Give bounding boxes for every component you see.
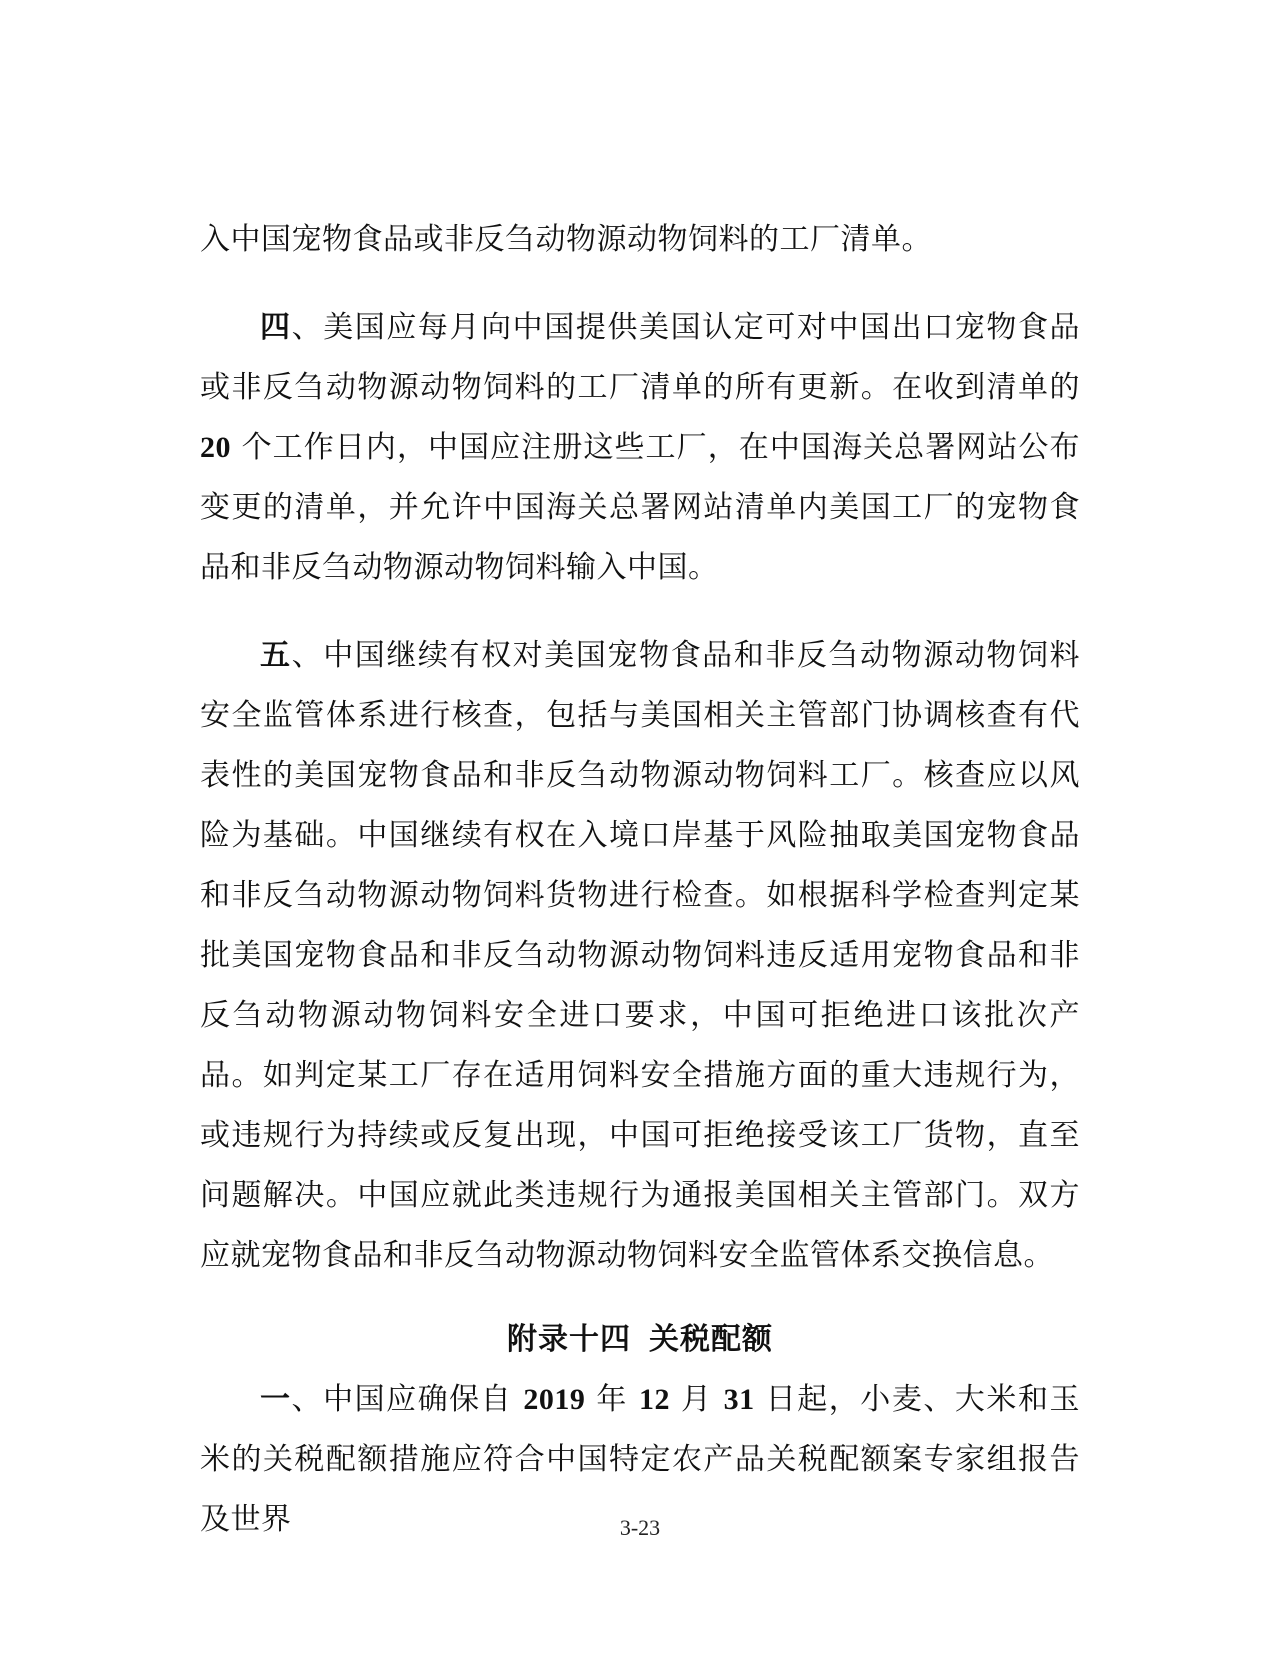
page-number: 3-23 bbox=[619, 1515, 661, 1540]
item-four-paragraph bbox=[200, 298, 1080, 598]
document-body bbox=[200, 210, 1080, 1550]
item-one-numeral: 一 bbox=[260, 1382, 292, 1417]
item-four-separator: 、 bbox=[291, 310, 324, 345]
item-four-text-b: 个工作日内，中国应注册这些工厂，在中国海关总署网站公布变更的清单，并允许中国海关总署网站清单内美国工厂的宠物食品和非反刍动物源动物饲料输入中国。 bbox=[200, 430, 1080, 585]
item-one-day: 31 bbox=[723, 1383, 755, 1416]
appendix-heading-title: 关税配额 bbox=[649, 1322, 773, 1357]
item-four-numeral: 四 bbox=[260, 310, 292, 345]
item-five-text: 中国继续有权对美国宠物食品和非反刍动物源动物饲料安全监管体系进行核查，包括与美国相关主管部门协调核查有代表性的美国宠物食品和非反刍动物源动物饲料工厂。核查应以风险为基础。中国继续有权在入境口岸基于风险抽取美国宠物食品和非反刍动物源动物饲料货物进行检查。如根据科学检查判定某批美国宠物食品和非反刍动物源动物饲料违反适用宠物食品和非反刍动物源动物饲料安全进口要求，中国可拒绝进口该批次产品。如判定某工厂存在适用饲料安全措施方面的重大违规行为，或违规行为持续或反复出现，中国可拒绝接受该工厂货物，直至问题解决。中国应就此类违规行为通报美国相关主管部门。双方应就宠物食品和非反刍动物源动物饲料安全监管体系交换信息。 bbox=[200, 638, 1081, 1273]
item-one-text-b: 年 bbox=[585, 1382, 639, 1417]
item-one-separator: 、 bbox=[291, 1382, 324, 1417]
continuation-paragraph: 入中国宠物食品或非反刍动物源动物饲料的工厂清单。 bbox=[200, 222, 932, 257]
item-five-numeral: 五 bbox=[260, 638, 292, 673]
item-four-text-a: 美国应每月向中国提供美国认定可对中国出口宠物食品或非反刍动物源动物饲料的工厂清单的所有更新。在收到清单的 bbox=[200, 310, 1081, 405]
item-one-year: 2019 bbox=[523, 1383, 586, 1416]
item-one-text-d: 日起，小麦、大米和玉米的关税配额措施应符合中国特定农产品关税配额案专家组报告及世界 bbox=[200, 1382, 1080, 1537]
item-one-text-c: 月 bbox=[669, 1382, 724, 1417]
item-one-month: 12 bbox=[638, 1383, 670, 1416]
item-five-separator: 、 bbox=[291, 638, 324, 673]
appendix-heading bbox=[200, 1310, 1080, 1370]
item-four-days-number: 20 bbox=[200, 431, 231, 464]
item-five-paragraph bbox=[200, 626, 1080, 1286]
appendix-heading-number: 附录十四 bbox=[507, 1322, 631, 1357]
item-one-text-a: 中国应确保自 bbox=[323, 1382, 524, 1417]
